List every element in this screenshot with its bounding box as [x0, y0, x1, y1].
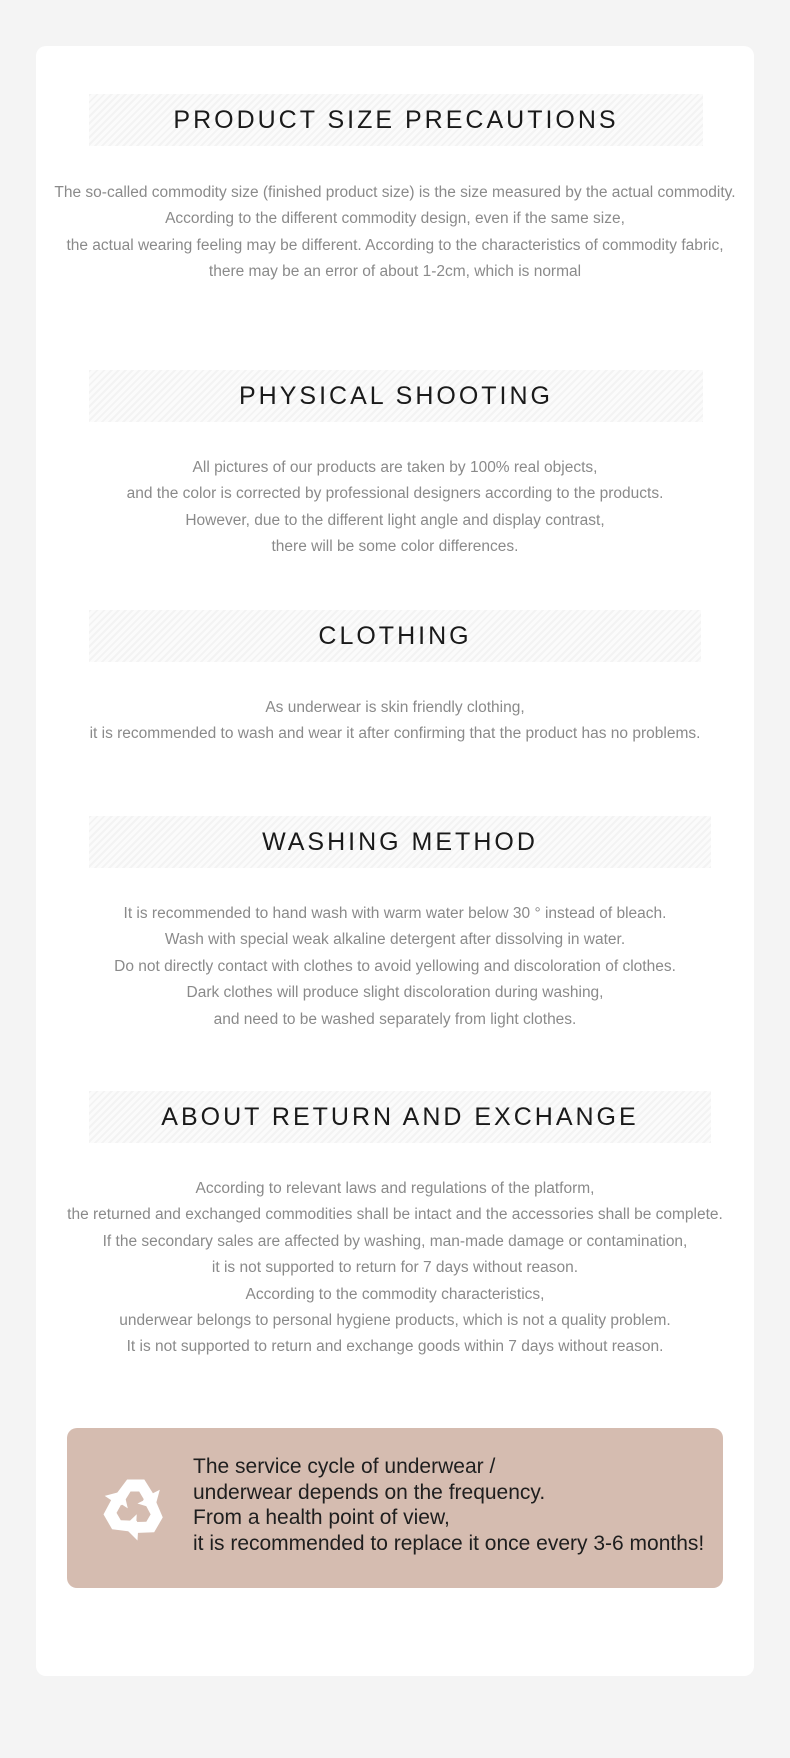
text-line: there will be some color differences.	[271, 538, 519, 556]
notice-text	[193, 1454, 704, 1556]
text-line: underwear belongs to personal hygiene products, which is not a quality problem.	[119, 1312, 671, 1330]
content-card	[36, 46, 754, 1676]
recycle-icon	[91, 1464, 177, 1550]
text-line: It is recommended to hand wash with warm water below 30 ° instead of bleach.	[123, 905, 667, 922]
text-line: Dark clothes will produce slight discoloration during washing,	[186, 984, 604, 1002]
replacement-notice	[67, 1428, 723, 1588]
section-title: CLOTHING	[318, 621, 472, 650]
text-line: Do not directly contact with clothes to avoid yellowing and discoloration of clothes.	[114, 957, 676, 975]
text-line: All pictures of our products are taken by 100% real objects,	[192, 459, 598, 476]
section-banner-physical-shooting	[89, 370, 703, 422]
text-line: If the secondary sales are affected by washing, man-made damage or contamination,	[102, 1232, 688, 1250]
text-line: According to the different commodity design, even if the same size,	[165, 210, 625, 228]
section-text-size-precautions	[36, 180, 754, 286]
text-line: According to relevant laws and regulations of the platform,	[195, 1180, 595, 1197]
notice-line: underwear depends on the frequency.	[193, 1480, 546, 1504]
section-banner-size-precautions	[89, 94, 703, 146]
section-title: PHYSICAL SHOOTING	[238, 381, 553, 410]
notice-line: The service cycle of underwear /	[193, 1455, 496, 1478]
text-line: there may be an error of about 1-2cm, which is normal	[208, 263, 582, 281]
section-text-washing-method	[36, 901, 754, 1033]
text-line: the returned and exchanged commodities shall be intact and the accessories shall be complete.	[67, 1206, 723, 1224]
section-title: WASHING METHOD	[262, 827, 538, 856]
section-title: ABOUT RETURN AND EXCHANGE	[161, 1102, 639, 1131]
text-line: it is recommended to wash and wear it after confirming that the product has no problems.	[89, 725, 701, 743]
section-text-clothing	[36, 695, 754, 748]
section-text-return-exchange	[36, 1176, 754, 1361]
section-banner-clothing	[89, 610, 701, 662]
text-line: However, due to the different light angle and display contrast,	[185, 511, 605, 529]
text-line: and the color is corrected by professional designers according to the products.	[126, 485, 664, 503]
text-line: it is not supported to return for 7 days without reason.	[211, 1259, 579, 1277]
section-text-physical-shooting	[36, 455, 754, 561]
text-line: According to the commodity characteristics,	[245, 1285, 545, 1303]
text-line: As underwear is skin friendly clothing,	[265, 699, 525, 716]
section-banner-return-exchange	[89, 1091, 711, 1143]
text-line: It is not supported to return and exchange goods within 7 days without reason.	[126, 1338, 664, 1356]
section-banner-washing-method	[89, 816, 711, 868]
text-line: The so-called commodity size (finished product size) is the size measured by the actual commodity.	[54, 184, 736, 201]
text-line: Wash with special weak alkaline detergent after dissolving in water.	[164, 931, 626, 949]
notice-line: From a health point of view,	[193, 1506, 450, 1529]
text-line: the actual wearing feeling may be different. According to the characteristics of commodity fabric,	[66, 236, 724, 254]
notice-line: it is recommended to replace it once every 3-6 months!	[193, 1531, 705, 1555]
section-title: PRODUCT SIZE PRECAUTIONS	[173, 105, 619, 134]
text-line: and need to be washed separately from light clothes.	[213, 1010, 577, 1028]
